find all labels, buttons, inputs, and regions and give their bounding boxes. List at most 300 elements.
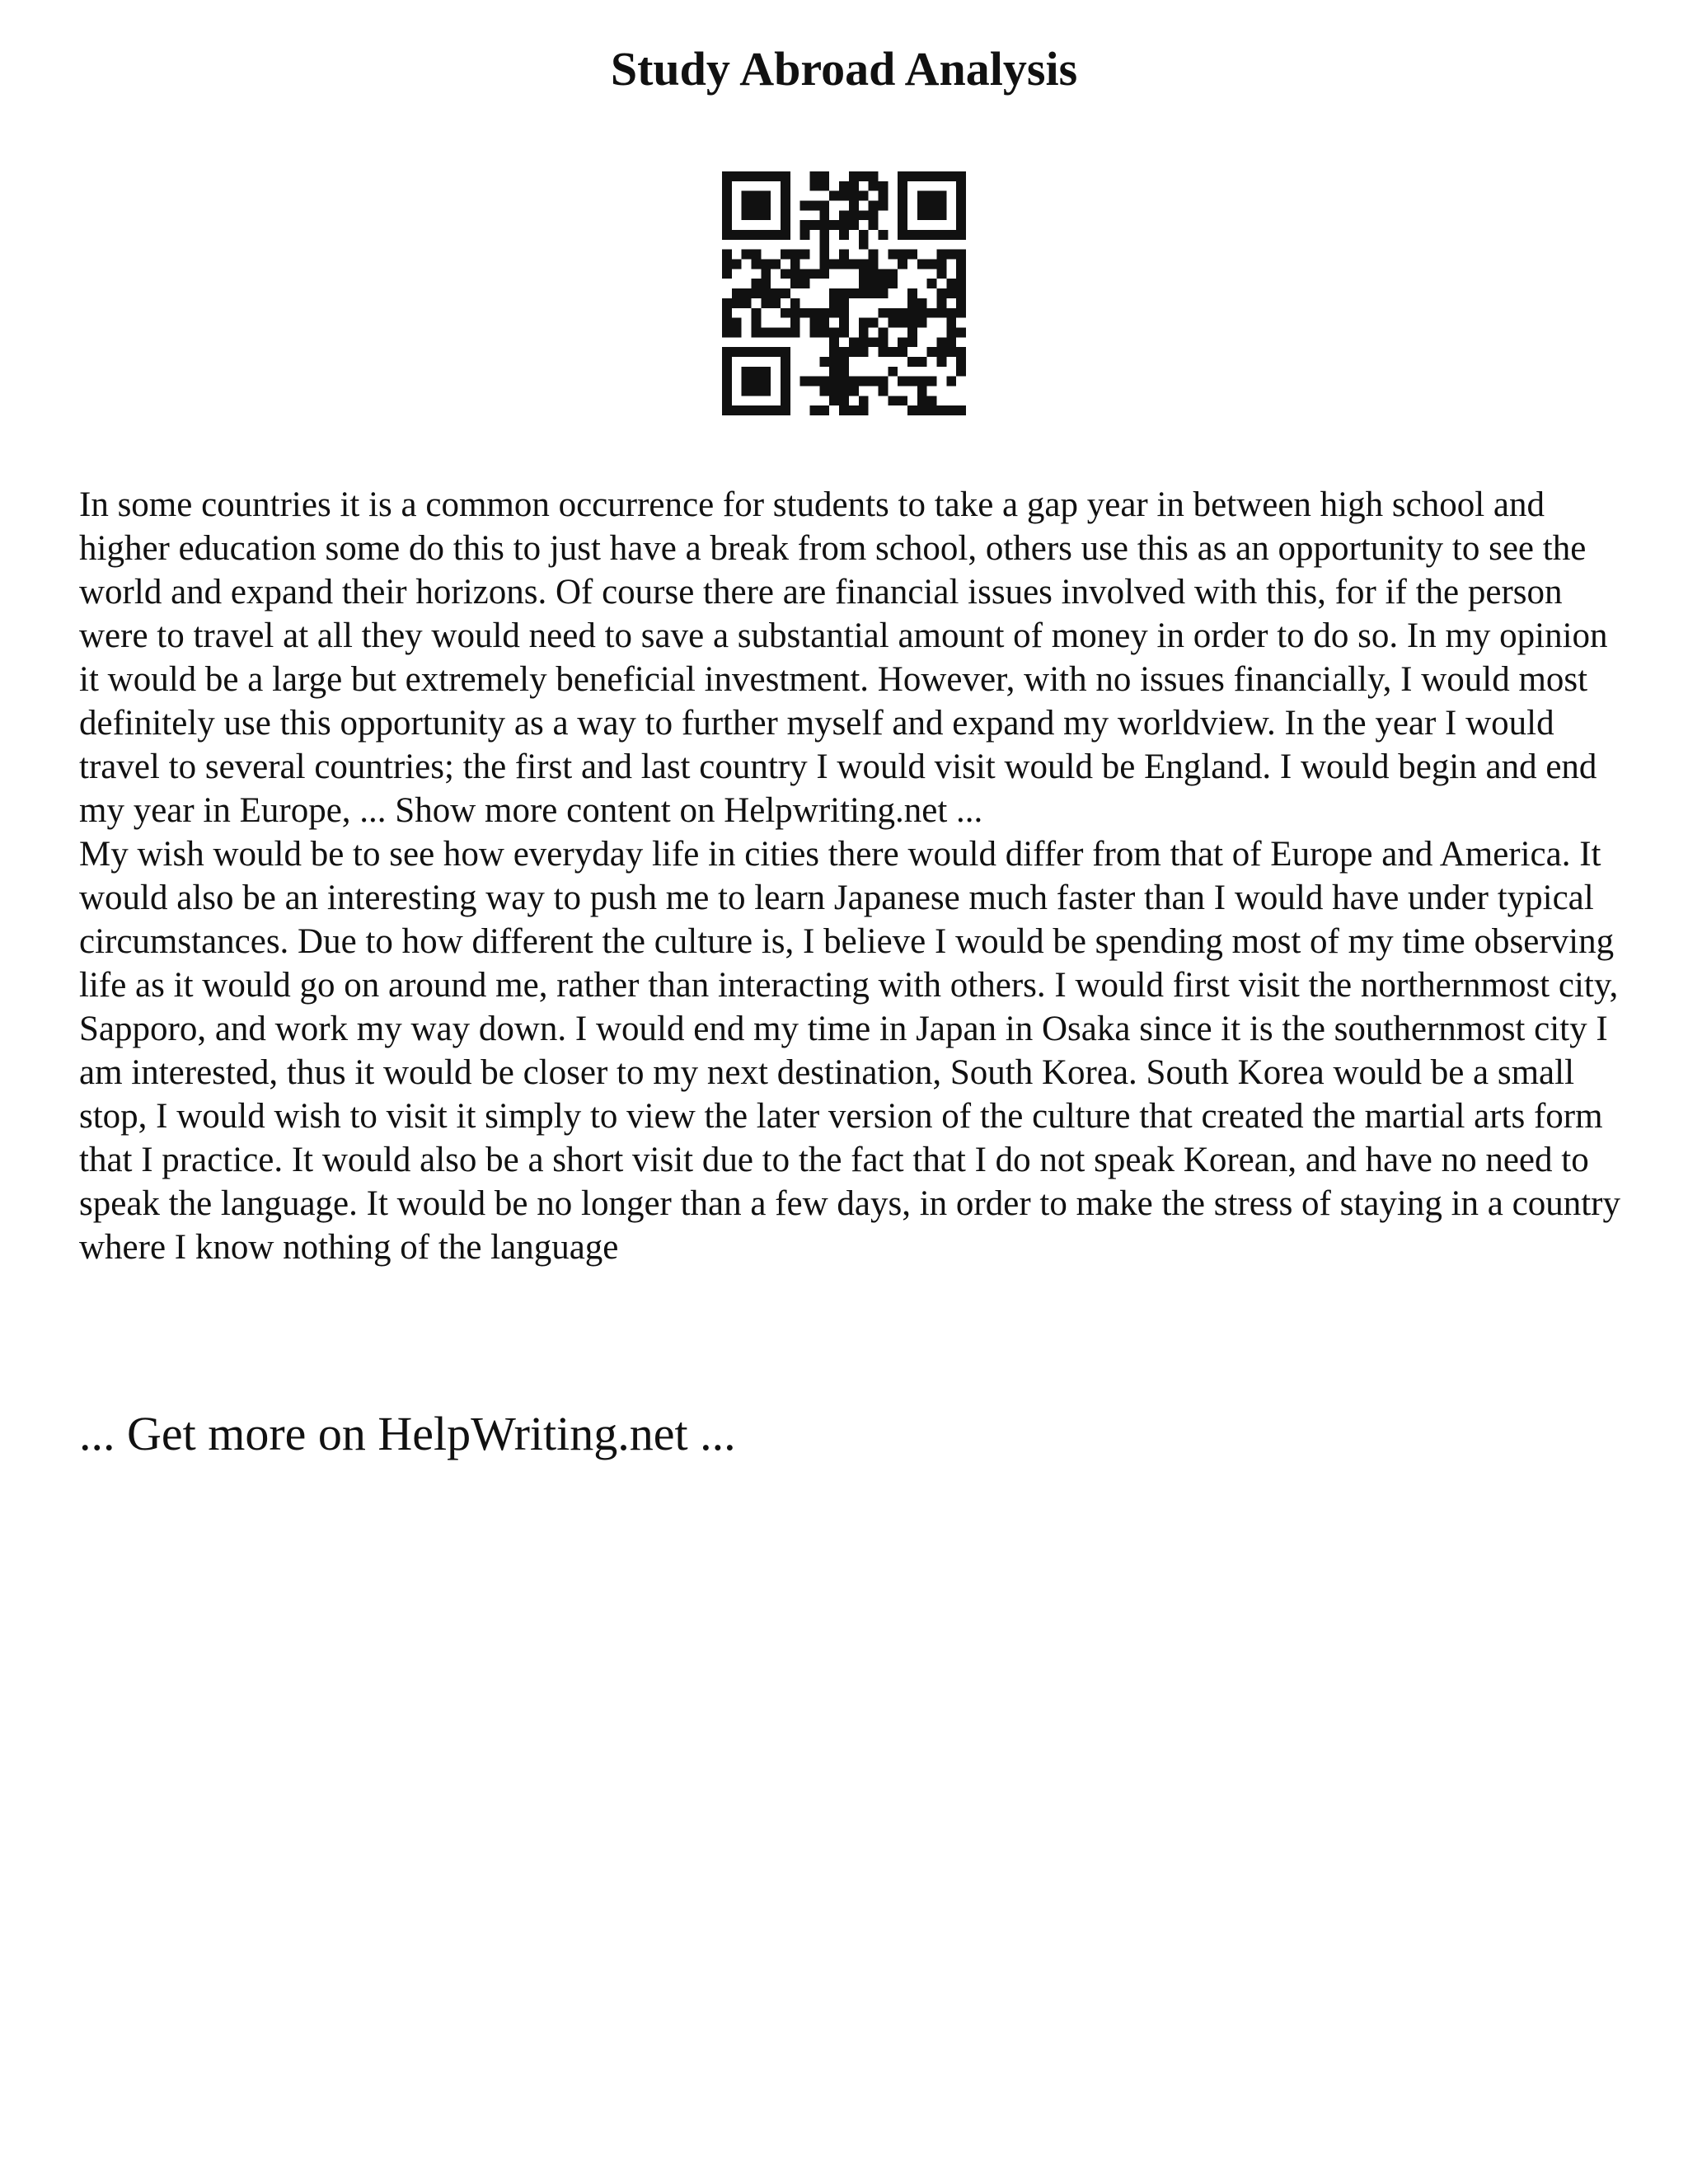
qr-module <box>927 347 937 357</box>
qr-module <box>878 337 888 347</box>
qr-module <box>790 308 800 318</box>
qr-module <box>790 327 800 337</box>
qr-module <box>917 377 927 387</box>
qr-module <box>839 327 849 337</box>
qr-module <box>819 181 829 191</box>
qr-module <box>800 279 810 288</box>
qr-module <box>936 230 946 240</box>
qr-module <box>761 230 771 240</box>
qr-module <box>898 318 907 328</box>
qr-module <box>829 298 839 308</box>
qr-module <box>722 201 732 211</box>
qr-module <box>781 171 790 181</box>
qr-module <box>819 405 829 415</box>
qr-module <box>936 298 946 308</box>
qr-module <box>829 377 839 387</box>
qr-module <box>917 171 927 181</box>
qr-module <box>781 181 790 191</box>
qr-module <box>946 327 956 337</box>
qr-module <box>761 367 771 377</box>
qr-module <box>927 279 937 288</box>
qr-module <box>781 347 790 357</box>
qr-module <box>829 337 839 347</box>
qr-module <box>849 181 859 191</box>
qr-module <box>829 386 839 396</box>
qr-module <box>722 357 732 367</box>
qr-module <box>800 201 810 211</box>
qr-module <box>761 298 771 308</box>
page-title: Study Abroad Analysis <box>610 42 1078 96</box>
qr-module <box>829 327 839 337</box>
qr-module <box>917 230 927 240</box>
qr-module <box>781 357 790 367</box>
qr-module <box>752 318 762 328</box>
qr-module <box>859 279 869 288</box>
qr-module <box>859 337 869 347</box>
qr-module <box>936 191 946 201</box>
qr-module <box>839 250 849 260</box>
qr-module <box>878 308 888 318</box>
qr-module <box>752 308 762 318</box>
qr-module <box>771 347 781 357</box>
qr-module <box>722 269 732 279</box>
qr-module <box>849 288 859 298</box>
qr-module <box>956 269 966 279</box>
qr-module <box>761 347 771 357</box>
qr-module <box>790 279 800 288</box>
qr-module <box>839 318 849 328</box>
qr-module <box>859 405 869 415</box>
qr-module <box>839 357 849 367</box>
qr-module <box>761 191 771 201</box>
qr-module <box>839 210 849 220</box>
qr-module <box>907 250 917 260</box>
qr-module <box>956 210 966 220</box>
qr-module <box>761 405 771 415</box>
qr-module <box>810 181 820 191</box>
qr-module <box>829 347 839 357</box>
qr-module <box>898 230 907 240</box>
qr-module <box>722 250 732 260</box>
qr-module <box>888 367 898 377</box>
qr-module <box>810 318 820 328</box>
qr-module <box>936 405 946 415</box>
qr-module <box>888 308 898 318</box>
qr-module <box>859 396 869 405</box>
qr-module <box>781 288 790 298</box>
qr-module <box>722 347 732 357</box>
qr-module <box>849 260 859 269</box>
qr-module <box>936 210 946 220</box>
qr-module <box>936 357 946 367</box>
qr-module <box>898 377 907 387</box>
qr-module <box>722 230 732 240</box>
qr-module <box>878 327 888 337</box>
qr-module <box>907 337 917 347</box>
qr-module <box>722 191 732 201</box>
qr-module <box>819 269 829 279</box>
qr-module <box>790 250 800 260</box>
qr-module <box>946 250 956 260</box>
qr-module <box>722 171 732 181</box>
qr-module <box>956 181 966 191</box>
qr-module <box>898 171 907 181</box>
qr-module <box>839 220 849 230</box>
qr-module <box>927 210 937 220</box>
qr-module <box>907 377 917 387</box>
qr-module <box>878 181 888 191</box>
qr-module <box>849 337 859 347</box>
qr-module <box>732 288 742 298</box>
qr-module <box>722 396 732 405</box>
qr-module <box>849 191 859 201</box>
qr-module <box>859 210 869 220</box>
qr-module <box>936 288 946 298</box>
qr-module <box>810 327 820 337</box>
qr-module <box>839 377 849 387</box>
qr-module <box>742 230 752 240</box>
qr-module <box>898 210 907 220</box>
qr-module <box>878 288 888 298</box>
qr-module <box>819 220 829 230</box>
qr-code-icon <box>722 171 966 415</box>
qr-module <box>878 386 888 396</box>
qr-module <box>829 220 839 230</box>
qr-module <box>936 250 946 260</box>
qr-module <box>956 260 966 269</box>
qr-module <box>907 327 917 337</box>
qr-module <box>722 181 732 191</box>
qr-module <box>732 171 742 181</box>
qr-module <box>869 337 879 347</box>
qr-module <box>829 260 839 269</box>
qr-module <box>722 220 732 230</box>
qr-module <box>936 337 946 347</box>
qr-module <box>722 377 732 387</box>
qr-module <box>927 201 937 211</box>
qr-module <box>752 201 762 211</box>
qr-module <box>888 250 898 260</box>
qr-module <box>936 308 946 318</box>
qr-module <box>907 230 917 240</box>
qr-module <box>849 386 859 396</box>
qr-module <box>771 327 781 337</box>
qr-module <box>771 405 781 415</box>
qr-module <box>956 220 966 230</box>
qr-module <box>956 327 966 337</box>
qr-module <box>742 250 752 260</box>
qr-module <box>722 318 732 328</box>
qr-module <box>722 405 732 415</box>
qr-module <box>878 347 888 357</box>
qr-module <box>888 347 898 357</box>
qr-module <box>927 171 937 181</box>
qr-module <box>800 250 810 260</box>
qr-module <box>878 201 888 211</box>
qr-module <box>800 377 810 387</box>
qr-module <box>761 377 771 387</box>
qr-module <box>810 201 820 211</box>
qr-module <box>869 260 879 269</box>
qr-module <box>732 405 742 415</box>
qr-module <box>722 367 732 377</box>
qr-module <box>956 250 966 260</box>
qr-module <box>752 377 762 387</box>
qr-module <box>898 191 907 201</box>
qr-module <box>956 367 966 377</box>
qr-module <box>781 396 790 405</box>
qr-module <box>790 269 800 279</box>
qr-module <box>722 298 732 308</box>
qr-module <box>927 377 937 387</box>
qr-module <box>752 171 762 181</box>
qr-module <box>869 171 879 181</box>
qr-module <box>869 318 879 328</box>
qr-module <box>927 396 937 405</box>
qr-module <box>917 386 927 396</box>
qr-module <box>859 240 869 250</box>
qr-module <box>839 386 849 396</box>
qr-module <box>752 191 762 201</box>
qr-module <box>819 210 829 220</box>
qr-module <box>819 318 829 328</box>
qr-module <box>732 230 742 240</box>
qr-module <box>956 201 966 211</box>
qr-module <box>819 230 829 240</box>
qr-module <box>781 250 790 260</box>
qr-module <box>781 220 790 230</box>
qr-module <box>917 260 927 269</box>
qr-module <box>742 298 752 308</box>
qr-module <box>946 337 956 347</box>
qr-module <box>722 327 732 337</box>
qr-module <box>956 230 966 240</box>
qr-module <box>898 308 907 318</box>
qr-module <box>936 347 946 357</box>
qr-module <box>810 405 820 415</box>
qr-module <box>839 405 849 415</box>
qr-module <box>956 279 966 288</box>
qr-module <box>917 396 927 405</box>
qr-module <box>917 201 927 211</box>
qr-module <box>898 347 907 357</box>
qr-module <box>898 250 907 260</box>
qr-module <box>829 396 839 405</box>
qr-module <box>956 357 966 367</box>
qr-module <box>781 230 790 240</box>
qr-module <box>800 308 810 318</box>
qr-module <box>917 210 927 220</box>
qr-module <box>917 318 927 328</box>
qr-module <box>849 171 859 181</box>
qr-module <box>742 191 752 201</box>
qr-module <box>752 260 762 269</box>
qr-module <box>829 191 839 201</box>
qr-module <box>878 191 888 201</box>
qr-module <box>819 201 829 211</box>
qr-module <box>829 288 839 298</box>
qr-module <box>849 201 859 211</box>
qr-module <box>936 260 946 269</box>
qr-module <box>946 230 956 240</box>
qr-module <box>761 260 771 269</box>
qr-module <box>839 347 849 357</box>
qr-module <box>781 210 790 220</box>
qr-module <box>810 269 820 279</box>
qr-module <box>819 171 829 181</box>
qr-module <box>781 201 790 211</box>
qr-module <box>800 230 810 240</box>
qr-module <box>956 308 966 318</box>
qr-module <box>732 318 742 328</box>
qr-module <box>819 250 829 260</box>
qr-module <box>878 377 888 387</box>
qr-module <box>790 318 800 328</box>
qr-module <box>946 171 956 181</box>
qr-module <box>956 171 966 181</box>
qr-module <box>849 220 859 230</box>
qr-module <box>917 357 927 367</box>
qr-module <box>819 386 829 396</box>
qr-module <box>888 279 898 288</box>
qr-module <box>898 260 907 269</box>
qr-module <box>839 191 849 201</box>
qr-module <box>917 308 927 318</box>
qr-module <box>732 260 742 269</box>
qr-module <box>907 405 917 415</box>
qr-module <box>927 260 937 269</box>
qr-module <box>849 210 859 220</box>
qr-module <box>752 347 762 357</box>
qr-module <box>742 367 752 377</box>
paragraph-1: In some countries it is a common occurrence for students to take a gap year in between high school and higher education some do this to just have a break from school, others use this as an opportunity to see the world and expand their horizons. Of course there are financial issues involved with this, for if the person were to travel at all they would need to save a substantial amount of money in order to do so. In my opinion it would be a large but extremely beneficial investment. However, with no issues financially, I would most definitely use this opportunity as a way to further myself and expand my worldview. In the year I would travel to several countries; the first and last country I would visit would be England. I would begin and end my year in Europe, ... Show more content on Helpwriting.net ... <box>79 485 1608 830</box>
qr-module <box>936 171 946 181</box>
qr-module <box>869 269 879 279</box>
qr-module <box>819 327 829 337</box>
qr-module <box>927 230 937 240</box>
qr-module <box>752 327 762 337</box>
qr-module <box>839 230 849 240</box>
qr-module <box>839 260 849 269</box>
qr-module <box>761 210 771 220</box>
qr-module <box>898 396 907 405</box>
qr-module <box>859 318 869 328</box>
qr-module <box>898 220 907 230</box>
qr-module <box>927 405 937 415</box>
qr-module <box>761 171 771 181</box>
qr-module <box>819 357 829 367</box>
qr-module <box>742 405 752 415</box>
qr-module <box>800 220 810 230</box>
qr-module <box>946 279 956 288</box>
qr-module <box>810 220 820 230</box>
qr-module <box>956 288 966 298</box>
qr-module <box>742 201 752 211</box>
qr-module <box>946 405 956 415</box>
qr-module <box>859 269 869 279</box>
qr-module <box>907 171 917 181</box>
qr-module <box>732 347 742 357</box>
article-body <box>79 483 1629 1269</box>
qr-module <box>927 191 937 201</box>
qr-module <box>781 386 790 396</box>
qr-module <box>752 367 762 377</box>
qr-module <box>781 377 790 387</box>
qr-module <box>742 377 752 387</box>
qr-module <box>752 250 762 260</box>
qr-module <box>742 347 752 357</box>
qr-module <box>752 279 762 288</box>
qr-module <box>956 191 966 201</box>
qr-module <box>761 386 771 396</box>
qr-module <box>946 377 956 387</box>
qr-module <box>752 288 762 298</box>
qr-module <box>839 308 849 318</box>
qr-module <box>839 288 849 298</box>
qr-module <box>819 260 829 269</box>
qr-module <box>742 171 752 181</box>
qr-module <box>722 210 732 220</box>
qr-module <box>781 269 790 279</box>
qr-module <box>761 201 771 211</box>
qr-module <box>859 191 869 201</box>
qr-module <box>907 318 917 328</box>
qr-module <box>898 201 907 211</box>
qr-module <box>946 308 956 318</box>
qr-module <box>761 327 771 337</box>
qr-module <box>829 367 839 377</box>
qr-module <box>907 298 917 308</box>
qr-module <box>742 288 752 298</box>
qr-module <box>917 298 927 308</box>
qr-module <box>790 260 800 269</box>
qr-module <box>859 288 869 298</box>
qr-module <box>781 405 790 415</box>
qr-module <box>869 288 879 298</box>
qr-module <box>800 269 810 279</box>
qr-module <box>829 308 839 318</box>
qr-module <box>761 269 771 279</box>
qr-module <box>849 347 859 357</box>
qr-module <box>898 181 907 191</box>
qr-module <box>936 201 946 211</box>
qr-module <box>907 288 917 298</box>
qr-module <box>771 230 781 240</box>
qr-module <box>956 347 966 357</box>
qr-module <box>917 191 927 201</box>
get-more-link[interactable]: ... Get more on HelpWriting.net ... <box>79 1407 736 1460</box>
qr-module <box>752 230 762 240</box>
qr-module <box>859 171 869 181</box>
qr-module <box>946 318 956 328</box>
qr-module <box>927 308 937 318</box>
qr-module <box>878 230 888 240</box>
qr-module <box>781 191 790 201</box>
qr-module <box>752 386 762 396</box>
qr-module <box>869 201 879 211</box>
qr-module <box>936 269 946 279</box>
qr-module <box>956 405 966 415</box>
qr-module <box>771 288 781 298</box>
qr-module <box>907 308 917 318</box>
qr-module <box>732 298 742 308</box>
qr-module <box>859 230 869 240</box>
qr-module <box>771 171 781 181</box>
qr-module <box>810 171 820 181</box>
qr-module <box>849 405 859 415</box>
qr-module <box>810 377 820 387</box>
qr-module <box>859 377 869 387</box>
